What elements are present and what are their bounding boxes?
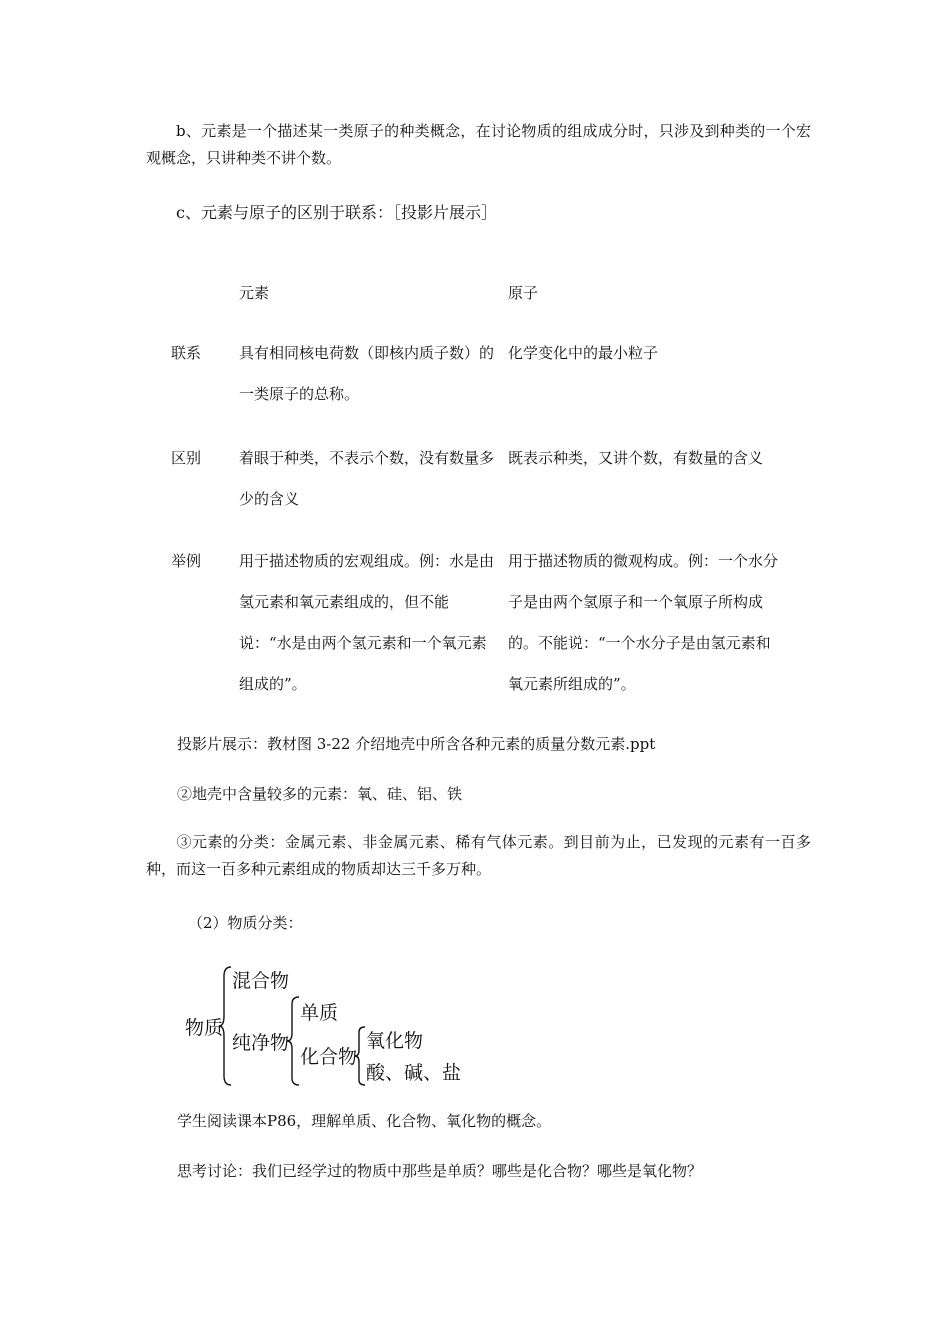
row-label-relation: 联系	[171, 344, 202, 362]
row-label-example: 举例	[171, 552, 202, 570]
section-matter-classification: （2）物质分类：	[188, 914, 303, 932]
tree-compound: 化合物	[300, 1046, 358, 1068]
tree-root-matter: 物质	[185, 1017, 224, 1039]
crust-elements: ②地壳中含量较多的元素：氧、硅、铝、铁	[177, 785, 463, 803]
cell-relation-element: 具有相同核电荷数（即核内质子数）的一类原子的总称。	[239, 344, 495, 403]
cell-relation-atom: 化学变化中的最小粒子	[508, 344, 659, 362]
paragraph-element-definition: b、元素是一个描述某一类原子的种类概念，在讨论物质的组成成分时，只涉及到种类的一个宏观概念，只讲种类不讲个数。	[146, 122, 811, 167]
cell-difference-element: 着眼于种类，不表示个数，没有数量多少的含义	[239, 449, 495, 508]
tree-acid-base-salt: 酸、碱、盐	[366, 1062, 462, 1084]
cell-example-atom: 用于描述物质的微观构成。例：一个水分子是由两个氢原子和一个氧原子所构成的。不能说：“一个水分子是由氢元素和氧元素所组成的”。	[508, 552, 779, 693]
tree-element-substance: 单质	[300, 1002, 339, 1024]
paragraph-element-classification: ③元素的分类：金属元素、非金属元素、稀有气体元素。到目前为止，已发现的元素有一百多种，而这一百多种元素组成的物质却达三千多万种。	[146, 833, 811, 878]
slide-note: 投影片展示：教材图 3-22 介绍地壳中所含各种元素的质量分数元素.ppt	[177, 735, 656, 753]
heading-element-vs-atom: c、元素与原子的区别于联系：［投影片展示］	[176, 203, 497, 222]
table-header-element: 元素	[239, 284, 270, 302]
table-header-atom: 原子	[508, 284, 539, 302]
reading-instruction: 学生阅读课本P86，理解单质、化合物、氧化物的概念。	[177, 1112, 552, 1130]
tree-oxide: 氧化物	[366, 1030, 424, 1052]
tree-mixture: 混合物	[232, 970, 290, 992]
tree-pure-substance: 纯净物	[232, 1032, 290, 1054]
discussion-question: 思考讨论：我们已经学过的物质中那些是单质？哪些是化合物？哪些是氧化物？	[177, 1162, 703, 1180]
row-label-difference: 区别	[171, 449, 202, 467]
cell-difference-atom: 既表示种类，又讲个数，有数量的含义	[508, 449, 764, 467]
cell-example-element: 用于描述物质的宏观组成。例：水是由氢元素和氧元素组成的，但不能说：“水是由两个氢元素和一个氧元素组成的”。	[239, 552, 495, 693]
